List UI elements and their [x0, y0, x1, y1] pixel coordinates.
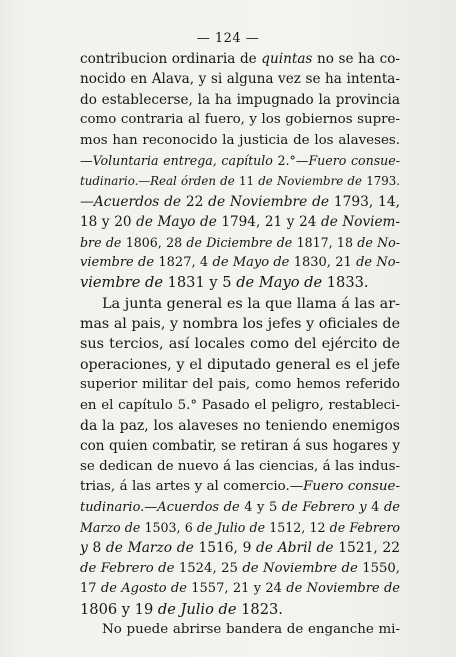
italic-text: de Marzo de: [101, 540, 199, 557]
text-line: [80, 396, 400, 416]
text-line: [80, 457, 400, 477]
text-line: [80, 559, 400, 579]
page-number: — 124 —: [196, 31, 260, 46]
italic-text: de Noviembre de: [203, 193, 334, 210]
roman-text: 1827, 4: [158, 254, 209, 270]
italic-text: de Febrero: [325, 519, 400, 535]
text-line: [80, 131, 400, 151]
italic-text: —Fuero consue-: [295, 152, 400, 168]
roman-text: como contraria al fuero, y los gobiernos supre-: [80, 112, 400, 128]
text-line: [80, 233, 400, 253]
roman-text: No puede abrirse bandera de enganche mi-: [102, 621, 400, 637]
roman-text: mas al pais, y nombra los jefes y oficiales de: [80, 316, 400, 333]
italic-text: —Acuerdos de: [80, 193, 186, 210]
roman-text: 1823.: [241, 600, 283, 618]
italic-text: tudinario.—Acuerdos de: [80, 499, 245, 515]
roman-text: 1521, 22: [338, 540, 400, 557]
text-line: [80, 49, 400, 69]
italic-text: de Mayo de: [208, 254, 294, 270]
italic-text: de Noviembre de: [253, 174, 367, 189]
roman-text: 1550,: [362, 560, 400, 576]
italic-text: de Mayo de: [131, 214, 222, 231]
text-line: [80, 294, 400, 314]
text-line: [80, 355, 400, 375]
roman-text: 8: [92, 540, 102, 557]
text-line: [80, 110, 400, 130]
roman-text: da la paz, los alaveses no teniendo enemigos: [80, 418, 400, 435]
italic-text: de Diciembre de: [182, 234, 297, 250]
text-line: [80, 436, 400, 456]
text-line: [80, 90, 400, 110]
roman-text: trias, á las artes y al comercio.: [80, 479, 290, 495]
text-line: [80, 334, 400, 354]
italic-text: de No-: [351, 254, 400, 270]
roman-text: nocido en Alava, y si alguna vez se ha intenta-: [80, 71, 400, 88]
italic-text: quintas: [261, 51, 313, 67]
italic-text: viembre de: [80, 254, 159, 270]
paragraph: [80, 294, 400, 620]
roman-text: 17: [80, 581, 97, 597]
italic-text: Marzo de: [80, 519, 145, 535]
text-line: [80, 600, 400, 620]
roman-text: 18 y 20: [80, 214, 132, 231]
italic-text: tudinario.—Real órden de: [80, 174, 239, 189]
roman-text: se dedican de nuevo á las ciencias, á las indus-: [80, 458, 400, 474]
roman-text: 2.°: [277, 152, 296, 168]
roman-text: 1557, 21 y 24: [191, 581, 282, 597]
roman-text: 11: [238, 174, 254, 189]
roman-text: 22: [185, 193, 204, 210]
roman-text: con quien combatir, se retiran á sus hogares y: [80, 438, 400, 455]
roman-text: 1806 y 19: [80, 600, 154, 618]
text-line: [80, 416, 400, 436]
roman-text: sus tercios, así locales como del ejército de: [80, 336, 400, 353]
italic-text: y: [80, 540, 93, 557]
text-line: [80, 477, 400, 497]
italic-text: de Noviem-: [316, 214, 400, 231]
italic-text: de Agosto de: [96, 581, 192, 597]
paragraph: [80, 49, 400, 294]
italic-text: de No-: [352, 234, 400, 250]
roman-text: 4: [371, 499, 380, 515]
roman-text: 1833.: [326, 274, 369, 292]
text-line: [80, 192, 400, 212]
text-line: [80, 212, 400, 232]
body-text: [80, 49, 400, 640]
italic-text: de Abril de: [251, 540, 339, 557]
roman-text: do establecerse, la ha impugnado la provincia: [80, 91, 400, 108]
text-line: [80, 314, 400, 334]
text-line: [80, 375, 400, 395]
text-line: [80, 253, 400, 273]
italic-text: de Julio de: [192, 519, 270, 535]
italic-text: de Noviembre de: [281, 581, 400, 597]
italic-text: de Noviembre de: [237, 560, 363, 576]
italic-text: de Febrero y: [277, 499, 372, 515]
roman-text: 1806, 28: [125, 234, 183, 250]
italic-text: viembre de: [80, 274, 168, 292]
roman-text: 1516, 9: [198, 540, 252, 557]
italic-text: —Voluntaria entrega, capítulo: [80, 152, 278, 168]
text-line: [80, 498, 400, 518]
italic-text: de: [379, 499, 400, 515]
roman-text: no se ha co-: [312, 51, 400, 67]
roman-text: mos han reconocido la justicia de los alaveses.: [80, 132, 400, 148]
roman-text: 1512, 12: [269, 519, 326, 535]
text-line: [80, 518, 400, 538]
text-line: [80, 69, 400, 89]
roman-text: en el capítulo 5.° Pasado el peligro, restableci-: [80, 397, 400, 413]
roman-text: 4 y 5: [244, 499, 278, 515]
italic-text: bre de: [80, 234, 126, 250]
roman-text: 1817, 18: [296, 234, 353, 250]
roman-text: 1503, 6: [144, 519, 193, 535]
italic-text: —Fuero consue-: [289, 479, 400, 495]
roman-text: 1524, 25: [178, 560, 238, 576]
italic-text: de Febrero de: [80, 560, 179, 576]
roman-text: 1831 y 5: [167, 274, 232, 292]
roman-text: 1793, 14,: [333, 193, 400, 210]
paragraph: [80, 620, 400, 640]
roman-text: 1830, 21: [293, 254, 352, 270]
italic-text: de Mayo de: [231, 274, 327, 292]
text-line: [80, 620, 400, 640]
italic-text: de Julio de: [153, 600, 242, 618]
roman-text: La junta general es la que llama á las ar-: [102, 295, 400, 312]
roman-text: 1794, 21 y 24: [221, 214, 317, 231]
text-line: [80, 151, 400, 171]
text-line: [80, 538, 400, 558]
text-line: [80, 579, 400, 599]
roman-text: superior militar del pais, como hemos referido: [80, 377, 400, 393]
text-line: [80, 273, 400, 293]
roman-text: contribucion ordinaria de: [80, 51, 262, 67]
roman-text: operaciones, y el diputado general es el jefe: [80, 356, 400, 373]
roman-text: 1793.: [366, 174, 400, 189]
text-line: [80, 171, 400, 191]
